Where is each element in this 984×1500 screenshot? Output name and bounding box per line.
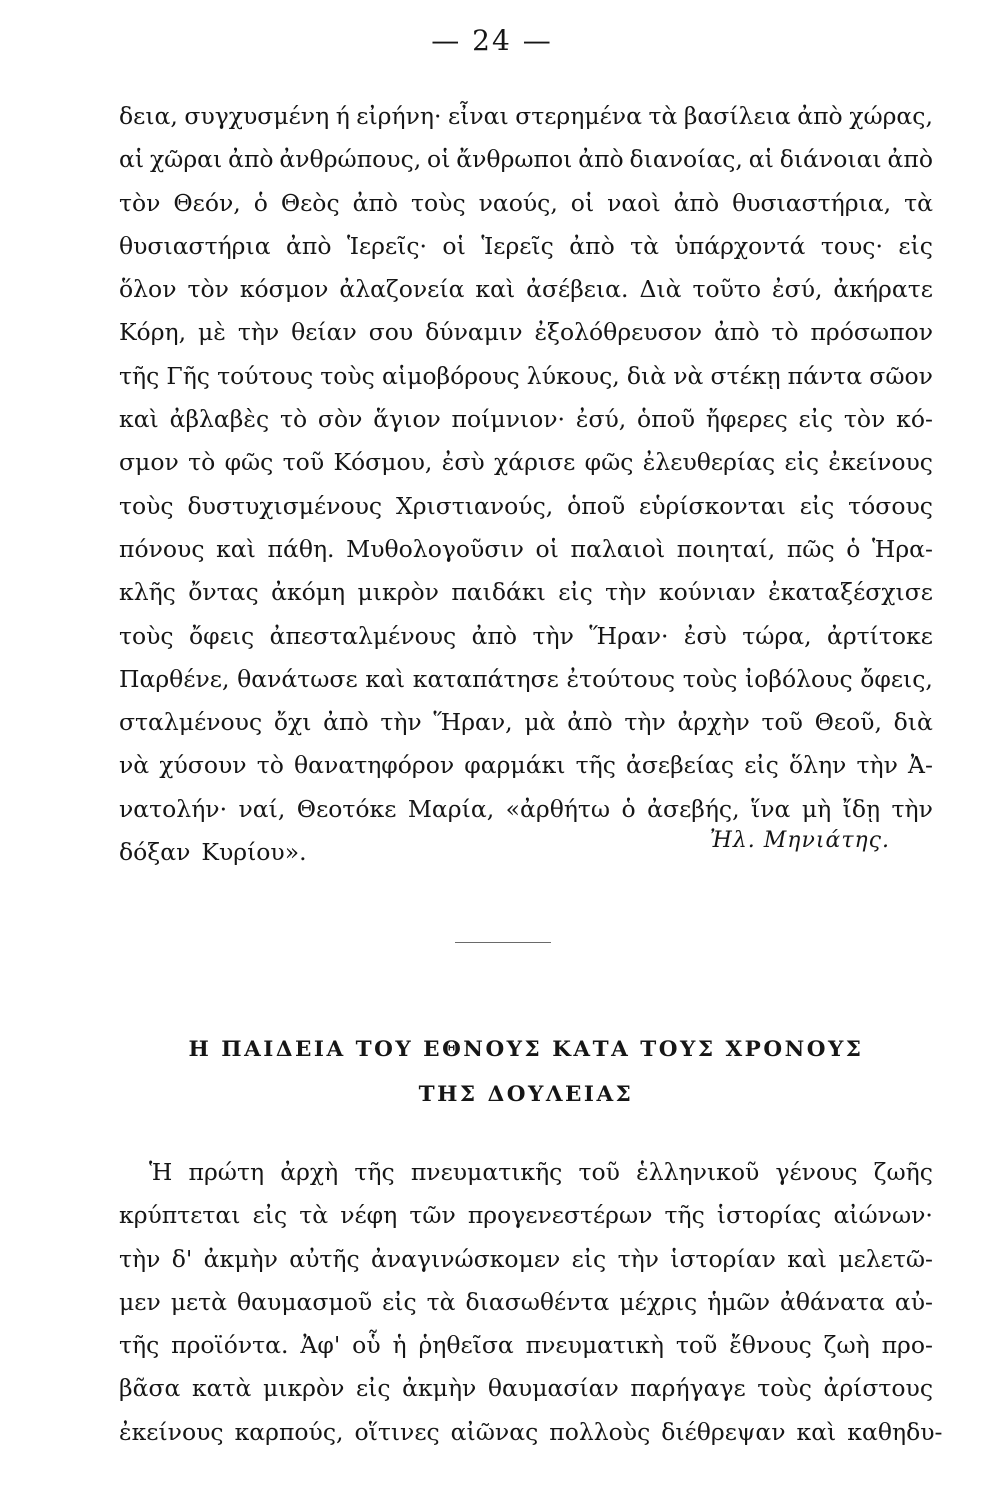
text-line: Κόρη, μὲ τὴν θείαν σου δύναμιν ἐξολόθρευσον ἀπὸ τὸ πρόσωπον	[119, 318, 933, 347]
text-line: σμον τὸ φῶς τοῦ Κόσμου, ἐσὺ χάρισε φῶς ἐλευθερίας εἰς ἐκείνους	[119, 448, 933, 477]
text-line: ἐκείνους καρπούς, οἵτινες αἰῶνας πολλοὺς διέθρεψαν καὶ καθηδυ-	[119, 1417, 943, 1446]
text-line: τῆς προϊόντα. Ἀφ' οὗ ἡ ῥηθεῖσα πνευματικὴ τοῦ ἔθνους ζωὴ προ-	[119, 1331, 933, 1360]
text-line: θυσιαστήρια ἀπὸ Ἱερεῖς· οἱ Ἱερεῖς ἀπὸ τὰ ὑπάρχοντά τους· εἰς	[119, 231, 933, 260]
text-line: τὸν Θεόν, ὁ Θεὸς ἀπὸ τοὺς ναούς, οἱ ναοὶ ἀπὸ θυσιαστήρια, τὰ	[119, 188, 933, 217]
text-line: Παρθένε, θανάτωσε καὶ καταπάτησε ἐτούτους τοὺς ἰοβόλους ὄφεις,	[119, 664, 933, 693]
text-line: τοὺς δυστυχισμένους Χριστιανούς, ὁποῦ εὑρίσκονται εἰς τόσους	[119, 491, 933, 520]
text-line: αἱ χῶραι ἀπὸ ἀνθρώπους, οἱ ἄνθρωποι ἀπὸ διανοίας, αἱ διάνοιαι ἀπὸ	[119, 145, 933, 174]
text-line: τῆς Γῆς τούτους τοὺς αἱμοβόρους λύκους, διὰ νὰ στέκῃ πάντα σῶον	[119, 361, 933, 390]
text-line: κρύπτεται εἰς τὰ νέφη τῶν προγενεστέρων τῆς ἱστορίας αἰώνων·	[119, 1201, 933, 1230]
text-line: σταλμένους ὄχι ἀπὸ τὴν Ἥραν, μὰ ἀπὸ τὴν ἀρχὴν τοῦ Θεοῦ, διὰ	[119, 708, 933, 737]
section-divider	[455, 942, 551, 943]
text-line: καὶ ἀβλαβὲς τὸ σὸν ἅγιον ποίμνιον· ἐσύ, ὁποῦ ἤφερες εἰς τὸν κό-	[119, 405, 933, 434]
text-line: βᾶσα κατὰ μικρὸν εἰς ἀκμὴν θαυμασίαν παρήγαγε τοὺς ἀρίστους	[119, 1374, 933, 1403]
page-number: — 24 —	[431, 24, 553, 57]
text-line: νατολήν· ναί, Θεοτόκε Μαρία, «ἀρθήτω ὁ ἀσεβής, ἵνα μὴ ἴδῃ τὴν	[119, 794, 933, 823]
text-line: μεν μετὰ θαυμασμοῦ εἰς τὰ διασωθέντα μέχρις ἡμῶν ἀθάνατα αὐ-	[119, 1287, 933, 1316]
paragraph-section-start	[119, 1151, 943, 1454]
text-line: τὴν δ' ἀκμὴν αὐτῆς ἀναγινώσκομεν εἰς τὴν ἱστορίαν καὶ μελετῶ-	[119, 1244, 933, 1273]
section-heading-line-2: ΤΗΣ ΔΟΥΛΕΙΑΣ	[418, 1082, 634, 1107]
text-line: ὅλον τὸν κόσμον ἀλαζονεία καὶ ἀσέβεια. Διὰ τοῦτο ἐσύ, ἀκήρατε	[119, 275, 933, 304]
text-line: κλῆς ὄντας ἀκόμη μικρὸν παιδάκι εἰς τὴν κούνιαν ἐκαταξέσχισε	[119, 578, 933, 607]
text-line: δόξαν Κυρίου».	[119, 838, 307, 867]
author-signature: Ἠλ. Μηνιάτης.	[709, 828, 890, 853]
text-line: πόνους καὶ πάθη. Μυθολογοῦσιν οἱ παλαιοὶ ποιηταί, πῶς ὁ Ἡρα-	[119, 534, 933, 563]
text-line: νὰ χύσουν τὸ θανατηφόρον φαρμάκι τῆς ἀσεβείας εἰς ὅλην τὴν Ἀ-	[119, 751, 933, 780]
paragraph-continued	[119, 95, 933, 874]
text-line: Ἡ πρώτη ἀρχὴ τῆς πνευματικῆς τοῦ ἑλληνικοῦ γένους ζωῆς	[149, 1158, 933, 1186]
section-heading-line-1: Η ΠΑΙΔΕΙΑ ΤΟΥ ΕΘΝΟΥΣ ΚΑΤΑ ΤΟΥΣ ΧΡΟΝΟΥΣ	[188, 1037, 864, 1062]
text-line: τοὺς ὄφεις ἀπεσταλμένους ἀπὸ τὴν Ἥραν· ἐσὺ τώρα, ἀρτίτοκε	[119, 621, 933, 650]
text-line: δεια, συγχυσμένη ή εἰρήνη· εἶναι στερημένα τὰ βασίλεια ἀπὸ χώρας,	[119, 102, 933, 130]
